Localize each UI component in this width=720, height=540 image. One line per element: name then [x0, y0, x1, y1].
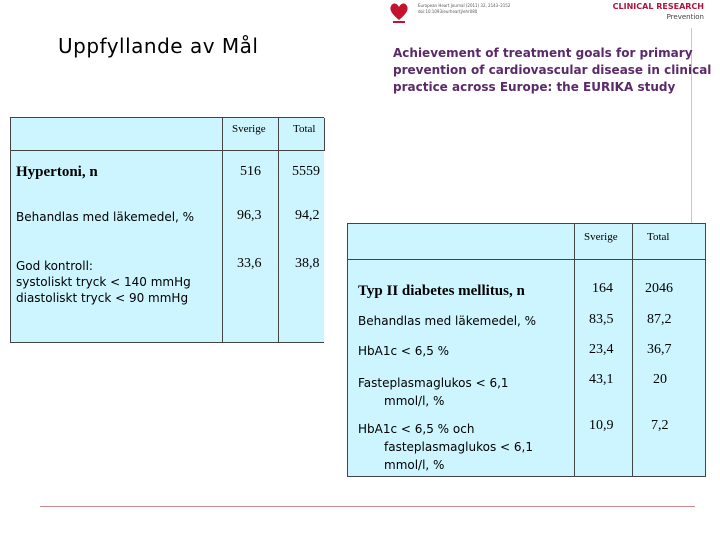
row-label-line: Fasteplasmaglukos < 6,1: [358, 376, 509, 390]
cell-sverige: 33,6: [237, 256, 262, 271]
row-label-line: systoliskt tryck < 140 mmHg: [16, 275, 191, 289]
row-label-line: diastoliskt tryck < 90 mmHg: [16, 291, 189, 305]
cell-sverige: 164: [592, 281, 613, 296]
cell-sverige: 23,4: [589, 342, 614, 357]
row-label-line: fasteplasmaglukos < 6,1: [384, 440, 533, 454]
column-divider: [278, 118, 279, 343]
section-label: CLINICAL RESEARCH: [612, 2, 704, 11]
subsection-label: Prevention: [666, 13, 704, 21]
article-title: Achievement of treatment goals for primary prevention of cardiovascular disease in clinical practice across Europe: the EURIKA study: [393, 46, 712, 94]
row-label-multiline: [358, 374, 509, 410]
cell-sverige: 516: [240, 164, 261, 179]
row-label-line: mmol/l, %: [384, 458, 445, 472]
column-header-total: Total: [647, 231, 670, 243]
row-label: Behandlas med läkemedel, %: [358, 314, 537, 328]
journal-header: [388, 0, 706, 28]
column-divider: [324, 118, 325, 151]
row-label: HbA1c < 6,5 %: [358, 344, 450, 358]
column-divider: [632, 224, 633, 476]
footer-divider: [40, 506, 695, 507]
column-header-sverige: Sverige: [584, 231, 618, 243]
column-header-total: Total: [293, 123, 316, 135]
diabetes-table: [347, 223, 706, 477]
row-label-multiline: [358, 420, 533, 474]
cell-sverige: 96,3: [237, 208, 262, 223]
cell-total: 20: [653, 372, 667, 387]
cell-total: 5559: [292, 164, 320, 179]
cell-total: 94,2: [295, 208, 320, 223]
cell-total: 87,2: [647, 312, 672, 327]
cell-total: 38,8: [295, 256, 320, 271]
slide-title: Uppfyllande av Mål: [58, 34, 259, 58]
journal-doi-line: doi:10.1093/eurheartj/ehr080: [418, 9, 478, 14]
row-divider: [11, 150, 325, 151]
row-label: Typ II diabetes mellitus, n: [358, 283, 525, 299]
row-divider: [348, 259, 705, 260]
cell-sverige: 10,9: [589, 418, 614, 433]
row-label-line: God kontroll:: [16, 259, 93, 273]
column-header-sverige: Sverige: [232, 123, 266, 135]
cell-sverige: 83,5: [589, 312, 614, 327]
column-divider: [574, 224, 575, 476]
journal-meta-line: European Heart Journal (2011) 32, 2143–2152: [418, 3, 511, 8]
heart-logo-icon: [388, 0, 410, 24]
hypertension-table: [10, 117, 324, 343]
row-label-line: mmol/l, %: [384, 394, 445, 408]
cell-sverige: 43,1: [589, 372, 614, 387]
row-label-line: HbA1c < 6,5 % och: [358, 422, 475, 436]
journal-meta: [418, 3, 510, 15]
row-divider: [10, 342, 324, 343]
cell-total: 36,7: [647, 342, 672, 357]
cell-total: 7,2: [651, 418, 669, 433]
cell-total: 2046: [645, 281, 673, 296]
row-label: Hypertoni, n: [16, 164, 98, 180]
column-divider: [222, 118, 223, 343]
row-label: Behandlas med läkemedel, %: [16, 210, 195, 224]
row-label-multiline: [16, 258, 191, 306]
